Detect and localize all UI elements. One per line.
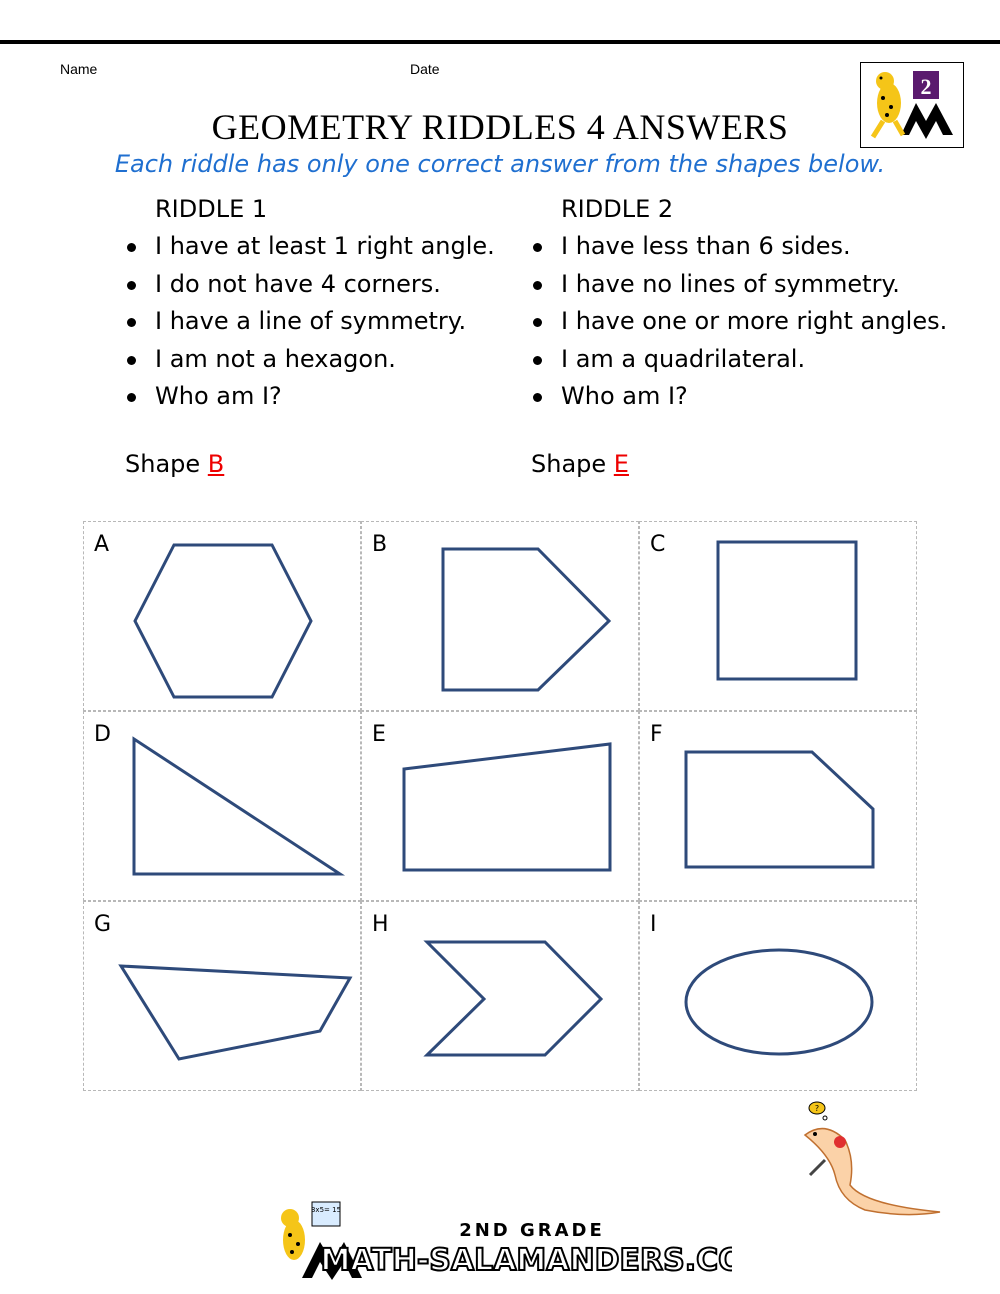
square-icon	[640, 522, 918, 712]
grade-text: 2ND GRADE	[459, 1220, 605, 1241]
pentagon-cut-corner-icon	[640, 712, 918, 902]
hexagon-icon	[84, 522, 362, 712]
answer-letter: E	[613, 450, 629, 478]
shape-cell-b	[361, 521, 639, 711]
riddle-title: RIDDLE 1	[155, 195, 268, 223]
clue-item: Who am I?	[531, 378, 947, 416]
page-title: GEOMETRY RIDDLES 4 ANSWERS	[211, 107, 789, 147]
shape-cell-a	[83, 521, 361, 711]
clue-item: I have no lines of symmetry.	[531, 266, 947, 304]
riddle-1	[125, 190, 495, 416]
irregular-quadrilateral-icon	[84, 902, 362, 1092]
shape-cell-e	[361, 711, 639, 901]
thought-bubble: ?	[814, 1104, 820, 1113]
clue-item: I am not a hexagon.	[125, 341, 495, 379]
riddle-1-answer: Shape B	[125, 450, 225, 478]
salamander-illustration	[795, 1100, 945, 1225]
clue-item: I have one or more right angles.	[531, 303, 947, 341]
subtitle: Each riddle has only one correct answer from the shapes below.	[114, 150, 886, 178]
name-label: Name	[60, 61, 98, 77]
clue-item: I am a quadrilateral.	[531, 341, 947, 379]
shape-cell-i	[639, 901, 917, 1091]
top-rule	[0, 40, 1000, 44]
riddle-2-answer: Shape E	[531, 450, 629, 478]
shape-label: B	[372, 532, 388, 557]
site-logo	[272, 1200, 732, 1280]
shape-cell-f	[639, 711, 917, 901]
clue-item: I do not have 4 corners.	[125, 266, 495, 304]
shape-label: C	[650, 532, 666, 557]
shape-label: D	[94, 722, 111, 747]
riddle-title: RIDDLE 2	[561, 195, 674, 223]
shape-label: A	[94, 532, 110, 557]
shape-grid	[83, 521, 918, 1094]
shape-label: F	[650, 722, 663, 747]
sign-text: 3x5= 15	[310, 1206, 342, 1214]
right-triangle-icon	[84, 712, 362, 902]
shape-cell-h	[361, 901, 639, 1091]
pentagon-icon	[362, 522, 640, 712]
clue-item: I have less than 6 sides.	[531, 228, 947, 266]
quadrilateral-icon	[362, 712, 640, 902]
riddle-2	[531, 190, 947, 416]
shape-label: G	[94, 912, 112, 937]
answer-letter: B	[207, 450, 225, 478]
date-label: Date	[410, 61, 440, 77]
shape-cell-g	[83, 901, 361, 1091]
clue-item: Who am I?	[125, 378, 495, 416]
ellipse-icon	[640, 902, 918, 1092]
clue-item: I have a line of symmetry.	[125, 303, 495, 341]
clue-item: I have at least 1 right angle.	[125, 228, 495, 266]
shape-cell-c	[639, 521, 917, 711]
shape-label: E	[372, 722, 386, 747]
logo-grade-number: 2	[920, 74, 932, 99]
shape-label: I	[650, 912, 657, 937]
shape-label: H	[372, 912, 389, 937]
site-text: MATH-SALAMANDERS.COM	[320, 1243, 732, 1278]
chevron-icon	[362, 902, 640, 1092]
shape-cell-d	[83, 711, 361, 901]
